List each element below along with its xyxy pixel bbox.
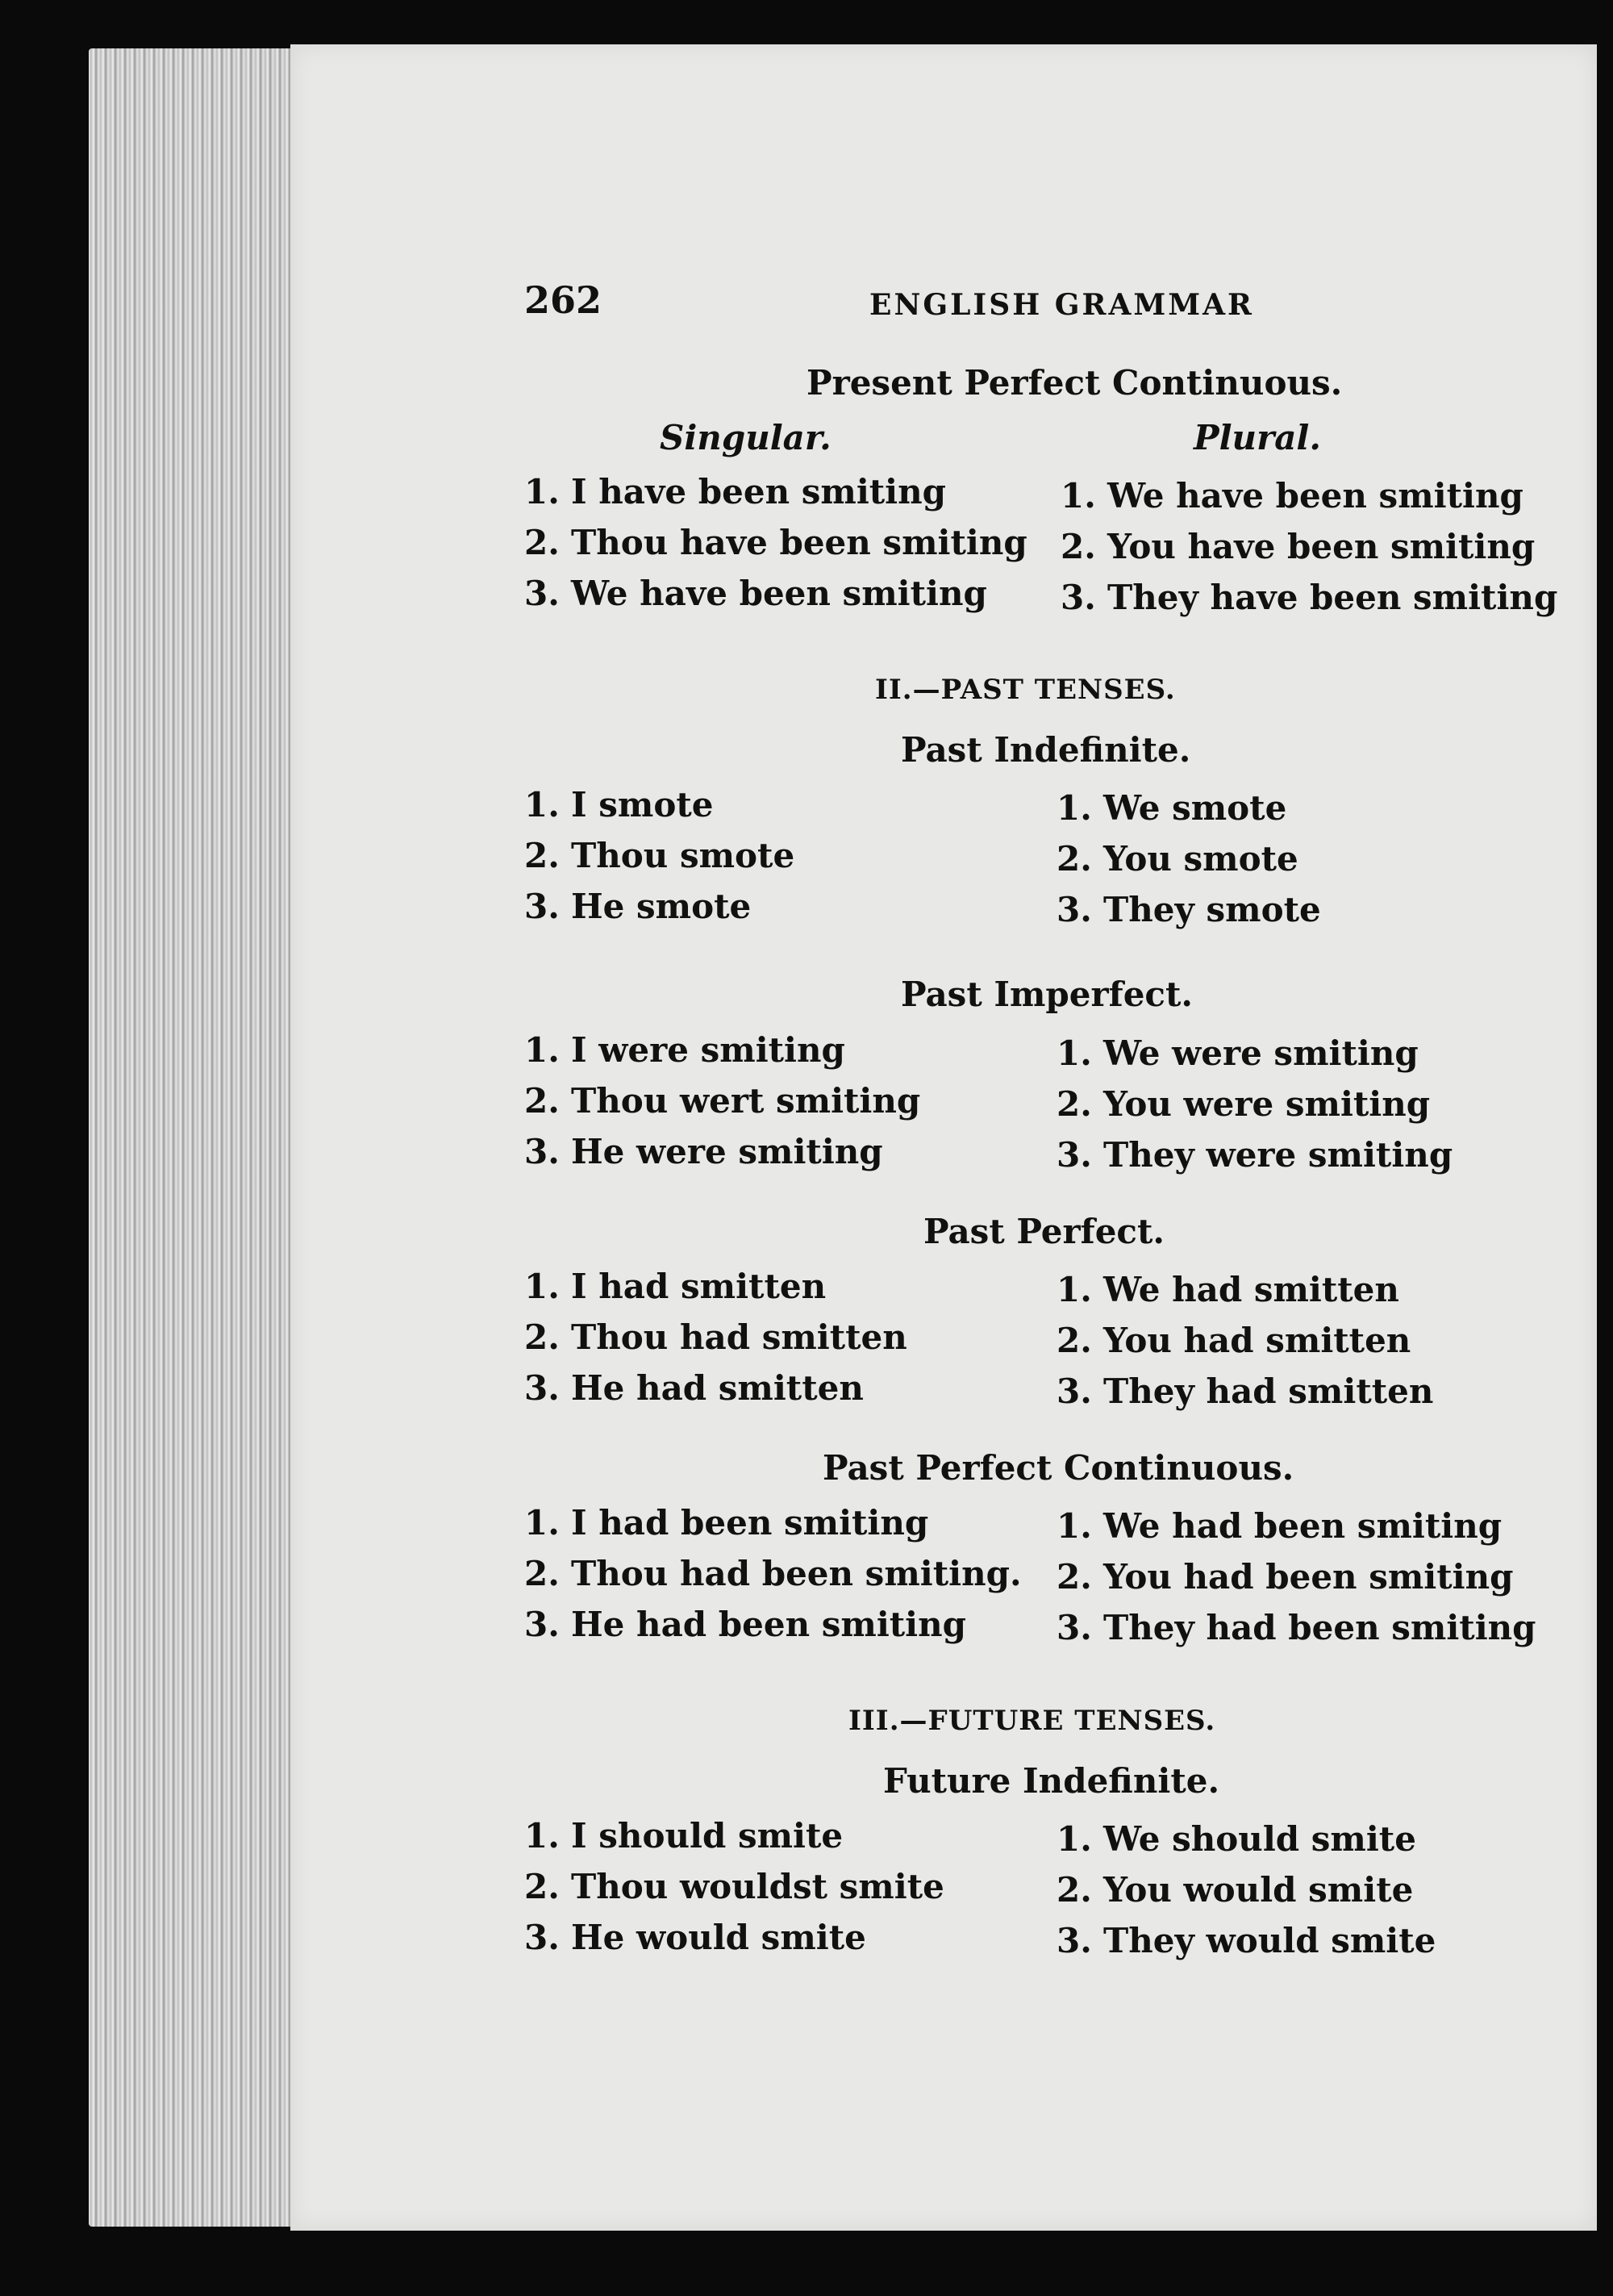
singular-row bbox=[524, 1605, 966, 1644]
row-text: We should smite bbox=[1103, 1819, 1416, 1859]
part-title: II.—PAST TENSES. bbox=[875, 674, 1176, 706]
row-text: They would smite bbox=[1103, 1921, 1436, 1960]
row-number: 3. bbox=[524, 887, 560, 926]
row-number: 1. bbox=[1057, 788, 1092, 828]
plural-row bbox=[1057, 1033, 1419, 1073]
row-text: You had smitten bbox=[1103, 1321, 1411, 1360]
row-text: I were smiting bbox=[571, 1030, 845, 1070]
page-number: 262 bbox=[524, 278, 602, 322]
row-number: 3. bbox=[1057, 1608, 1092, 1647]
section-title: Present Perfect Continuous. bbox=[806, 363, 1343, 403]
row-text: They had been smiting bbox=[1103, 1608, 1536, 1647]
row-text: We had smitten bbox=[1103, 1270, 1399, 1309]
row-text: They had smitten bbox=[1103, 1371, 1434, 1411]
row-text: They were smiting bbox=[1103, 1135, 1453, 1175]
row-number: 2. bbox=[524, 523, 560, 562]
plural-row bbox=[1057, 1135, 1453, 1175]
plural-row bbox=[1057, 1557, 1514, 1597]
row-number: 3. bbox=[524, 1132, 560, 1171]
row-text: You would smite bbox=[1103, 1870, 1414, 1910]
plural-row bbox=[1057, 1270, 1399, 1309]
row-text: We have been smiting bbox=[571, 574, 987, 613]
row-text: They have been smiting bbox=[1107, 578, 1558, 617]
singular-row bbox=[524, 1368, 864, 1408]
row-text: He were smiting bbox=[571, 1132, 883, 1171]
row-number: 2. bbox=[524, 1317, 560, 1357]
row-text: Thou wouldst smite bbox=[571, 1867, 944, 1906]
singular-row bbox=[524, 1867, 944, 1906]
row-text: We smote bbox=[1103, 788, 1287, 828]
plural-row bbox=[1057, 890, 1321, 929]
row-text: He had been smiting bbox=[571, 1605, 967, 1644]
singular-row bbox=[524, 1918, 866, 1957]
row-text: Thou had been smiting. bbox=[571, 1554, 1022, 1593]
row-number: 3. bbox=[1057, 1921, 1092, 1960]
row-text: You were smiting bbox=[1103, 1084, 1431, 1124]
row-text: Thou have been smiting bbox=[571, 523, 1027, 562]
row-text: I had smitten bbox=[571, 1267, 827, 1306]
plural-row bbox=[1057, 1321, 1411, 1360]
singular-row bbox=[524, 574, 987, 613]
row-number: 1. bbox=[524, 785, 560, 824]
plural-row bbox=[1057, 1870, 1413, 1910]
row-number: 3. bbox=[1057, 890, 1092, 929]
plural-row bbox=[1057, 839, 1298, 879]
row-text: He would smite bbox=[571, 1918, 866, 1957]
row-number: 3. bbox=[524, 1605, 560, 1644]
singular-row bbox=[524, 785, 714, 824]
plural-row bbox=[1057, 1371, 1433, 1411]
row-text: You have been smiting bbox=[1107, 527, 1536, 566]
row-number: 3. bbox=[524, 1368, 560, 1408]
running-title: ENGLISH GRAMMAR bbox=[869, 288, 1254, 322]
singular-row bbox=[524, 523, 1027, 562]
singular-row bbox=[524, 1081, 920, 1121]
row-number: 2. bbox=[524, 1554, 560, 1593]
row-number: 1. bbox=[524, 1267, 560, 1306]
plural-heading: Plural. bbox=[1194, 418, 1321, 457]
row-text: He had smitten bbox=[571, 1368, 864, 1408]
plural-row bbox=[1057, 1819, 1416, 1859]
plural-row bbox=[1057, 1921, 1436, 1960]
section-title: Past Perfect. bbox=[923, 1212, 1165, 1251]
row-text: They smote bbox=[1103, 890, 1321, 929]
row-number: 3. bbox=[1057, 1135, 1092, 1175]
singular-row bbox=[524, 1554, 1022, 1593]
row-text: I should smite bbox=[571, 1816, 844, 1856]
plural-row bbox=[1057, 788, 1286, 828]
row-text: You had been smiting bbox=[1103, 1557, 1514, 1597]
book-page bbox=[290, 44, 1597, 2231]
row-number: 2. bbox=[1061, 527, 1096, 566]
row-number: 1. bbox=[524, 1030, 560, 1070]
singular-row bbox=[524, 1030, 845, 1070]
plural-row bbox=[1061, 578, 1557, 617]
row-number: 2. bbox=[1057, 1557, 1092, 1597]
singular-row bbox=[524, 1317, 907, 1357]
row-number: 2. bbox=[1057, 839, 1092, 879]
section-title: Past Indefinite. bbox=[901, 730, 1191, 770]
row-number: 1. bbox=[524, 472, 560, 511]
row-text: Thou wert smiting bbox=[571, 1081, 921, 1121]
singular-row bbox=[524, 836, 794, 875]
singular-row bbox=[524, 887, 751, 926]
row-number: 3. bbox=[1057, 1371, 1092, 1411]
row-number: 2. bbox=[1057, 1870, 1092, 1910]
row-text: I smote bbox=[571, 785, 714, 824]
plural-row bbox=[1057, 1608, 1536, 1647]
row-text: I had been smiting bbox=[571, 1503, 929, 1542]
row-number: 2. bbox=[524, 836, 560, 875]
row-number: 1. bbox=[1057, 1506, 1092, 1546]
singular-row bbox=[524, 1503, 928, 1542]
row-text: Thou had smitten bbox=[571, 1317, 907, 1357]
singular-heading: Singular. bbox=[660, 418, 832, 457]
row-text: We had been smiting bbox=[1103, 1506, 1503, 1546]
row-number: 1. bbox=[1057, 1033, 1092, 1073]
row-number: 2. bbox=[524, 1867, 560, 1906]
row-text: We were smiting bbox=[1103, 1033, 1419, 1073]
row-number: 1. bbox=[1061, 476, 1096, 516]
row-number: 2. bbox=[1057, 1321, 1092, 1360]
plural-row bbox=[1057, 1084, 1430, 1124]
row-text: Thou smote bbox=[571, 836, 795, 875]
section-title: Past Imperfect. bbox=[901, 975, 1194, 1014]
plural-row bbox=[1061, 476, 1523, 516]
row-text: You smote bbox=[1103, 839, 1298, 879]
singular-row bbox=[524, 1132, 883, 1171]
part-title: III.—FUTURE TENSES. bbox=[848, 1705, 1216, 1737]
plural-row bbox=[1057, 1506, 1502, 1546]
page-stack-edge bbox=[89, 48, 290, 2227]
row-number: 3. bbox=[1061, 578, 1096, 617]
row-text: We have been smiting bbox=[1107, 476, 1523, 516]
singular-row bbox=[524, 1816, 843, 1856]
singular-row bbox=[524, 1267, 826, 1306]
row-text: I have been smiting bbox=[571, 472, 947, 511]
section-title: Future Indefinite. bbox=[883, 1761, 1220, 1801]
row-number: 1. bbox=[1057, 1819, 1092, 1859]
row-number: 2. bbox=[524, 1081, 560, 1121]
row-number: 3. bbox=[524, 574, 560, 613]
row-number: 1. bbox=[1057, 1270, 1092, 1309]
row-number: 1. bbox=[524, 1816, 560, 1856]
plural-row bbox=[1061, 527, 1535, 566]
row-number: 2. bbox=[1057, 1084, 1092, 1124]
singular-row bbox=[524, 472, 946, 511]
row-text: He smote bbox=[571, 887, 752, 926]
row-number: 3. bbox=[524, 1918, 560, 1957]
section-title: Past Perfect Continuous. bbox=[823, 1448, 1294, 1488]
row-number: 1. bbox=[524, 1503, 560, 1542]
